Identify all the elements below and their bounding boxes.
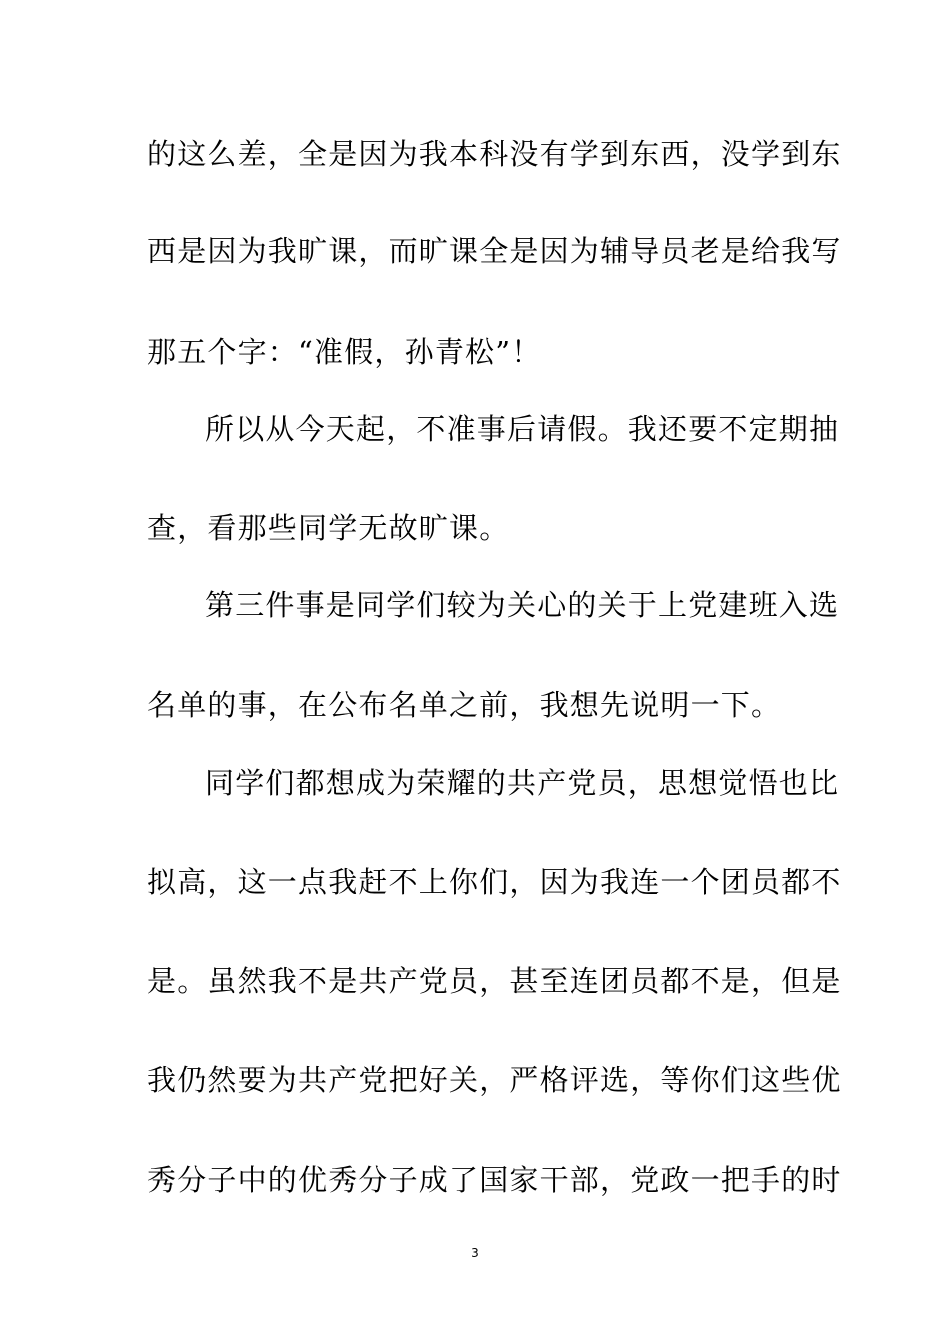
text-line-7: 名单的事，在公布名单之前，我想先说明一下。 [147, 688, 782, 722]
page-number: 3 [471, 1246, 479, 1260]
text-line-4: 所以从今天起，不准事后请假。我还要不定期抽 [205, 412, 840, 446]
text-line-10: 是。虽然我不是共产党员，甚至连团员都不是，但是 [147, 964, 842, 998]
text-line-12: 秀分子中的优秀分子成了国家干部，党政一把手的时 [147, 1163, 842, 1197]
text-line-3: 那五个字：“准假，孙青松”！ [147, 335, 542, 369]
text-line-5: 查，看那些同学无故旷课。 [147, 511, 510, 545]
text-line-9: 拟高，这一点我赶不上你们，因为我连一个团员都不 [147, 865, 842, 899]
text-line-6: 第三件事是同学们较为关心的关于上党建班入选 [205, 588, 840, 622]
text-line-2: 西是因为我旷课，而旷课全是因为辅导员老是给我写 [147, 234, 842, 268]
text-line-8: 同学们都想成为荣耀的共产党员，思想觉悟也比 [205, 766, 840, 800]
text-line-1: 的这么差，全是因为我本科没有学到东西，没学到东 [147, 137, 842, 171]
text-line-11: 我仍然要为共产党把好关，严格评选，等你们这些优 [147, 1063, 842, 1097]
